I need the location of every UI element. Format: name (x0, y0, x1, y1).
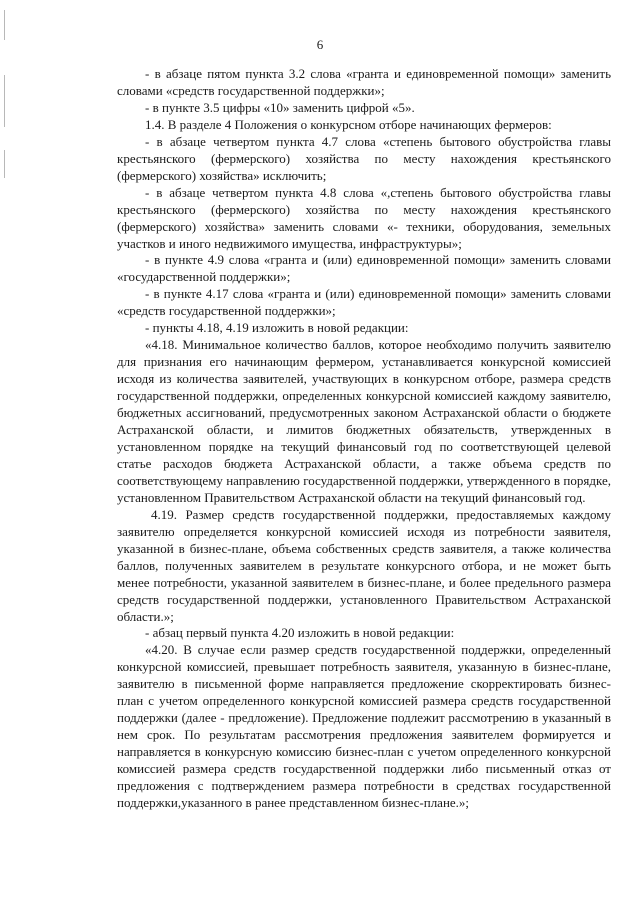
paragraph-amend-4-18-4-19-intro: - пункты 4.18, 4.19 изложить в новой редакции: (145, 320, 409, 336)
paragraph-clause-4-20: «4.20. В случае если размер средств государственной поддержки, определенный конкурсной комиссией, превышает потребность заявителя, указанную в бизнес-плане, заявителю в письменной форме направляется предложение скорректировать бизнес-план с учетом определенного конкурсной комиссией размера средств государственной поддержки (далее - предложение). Предложение подлежит рассмотрению в указанный в нем срок. По результатам рассмотрения предложения заявителем формируется и направляется в конкурсную комиссию бизнес-план с учетом определенного конкурсной комиссией размера средств государственной поддержки либо письменный отказ от предложения с подтверждением размера потребности в средствах государственной поддержки,указанного в ранее представленном бизнес-плане.»; (117, 642, 611, 810)
paragraph-amend-4-20-intro: - абзац первый пункта 4.20 изложить в новой редакции: (145, 625, 455, 641)
scan-edge-mark (4, 150, 5, 178)
page-number: 6 (316, 37, 324, 52)
paragraph-clause-4-18: «4.18. Минимальное количество баллов, которое необходимо получить заявителю для признания его начинающим фермером, устанавливается конкурсной комиссией исходя из количества заявителей, участвующих в конкурсном отборе, размера средств государственной поддержки, определенных конкурсной комиссией каждому заявителю, бюджетных ассигнований, предусмотренных законом Астраханской области о бюджете Астраханской области, и лимитов бюджетных обязательств, утвержденных в установленном порядке на текущий финансовый год по соответствующей целевой статье расходов бюджета Астраханской области, а также объема средств по соответствующему направлению государственной поддержки, утвержденного в порядке, установленном Правительством Астраханской области на текущий финансовый год. (117, 337, 611, 505)
paragraph-amend-4-17: - в пункте 4.17 слова «гранта и (или) единовременной помощи» заменить словами «средств государственной поддержки»; (117, 286, 611, 319)
scan-edge-mark (4, 10, 5, 40)
document-body (117, 66, 611, 812)
paragraph-amend-3-5: - в пункте 3.5 цифры «10» заменить цифрой «5». (145, 99, 415, 115)
paragraph-amend-4-8: - в абзаце четвертом пункта 4.8 слова «,степень бытового обустройства главы крестьянского (фермерского) хозяйства по месту нахождения крестьянского (фермерского) хозяйства» заменить словами «- техники, оборудования, земельных участков и иного недвижимого имущества, инфраструктуры»; (117, 184, 611, 251)
paragraph-amend-4-9: - в пункте 4.9 слова «гранта и (или) единовременной помощи» заменить словами «государственной поддержки»; (117, 252, 611, 285)
paragraph-amend-3-2: - в абзаце пятом пункта 3.2 слова «гранта и единовременной помощи» заменить словами «средств государственной поддержки»; (117, 66, 611, 98)
paragraph-amend-4-7: - в абзаце четвертом пункта 4.7 слова «степень бытового обустройства главы крестьянского (фермерского) хозяйства по месту нахождения крестьянского (фермерского) хозяйства» исключить; (117, 133, 611, 183)
scan-edge-mark (4, 75, 5, 127)
paragraph-clause-4-19: 4.19. Размер средств государственной поддержки, предоставляемых каждому заявителю определяется конкурсной комиссией исходя из потребности заявителя, указанной в бизнес-плане, объема собственных средств заявителя, а также количества баллов, полученных заявителем в результате конкурсного отбора, и не может быть менее потребности, указанной заявителем в бизнес-плане, и более предельного размера средств государственной поддержки, установленного Правительством Астраханской области.»; (117, 506, 611, 624)
paragraph-section-4-heading: 1.4. В разделе 4 Положения о конкурсном отборе начинающих фермеров: (145, 116, 552, 132)
